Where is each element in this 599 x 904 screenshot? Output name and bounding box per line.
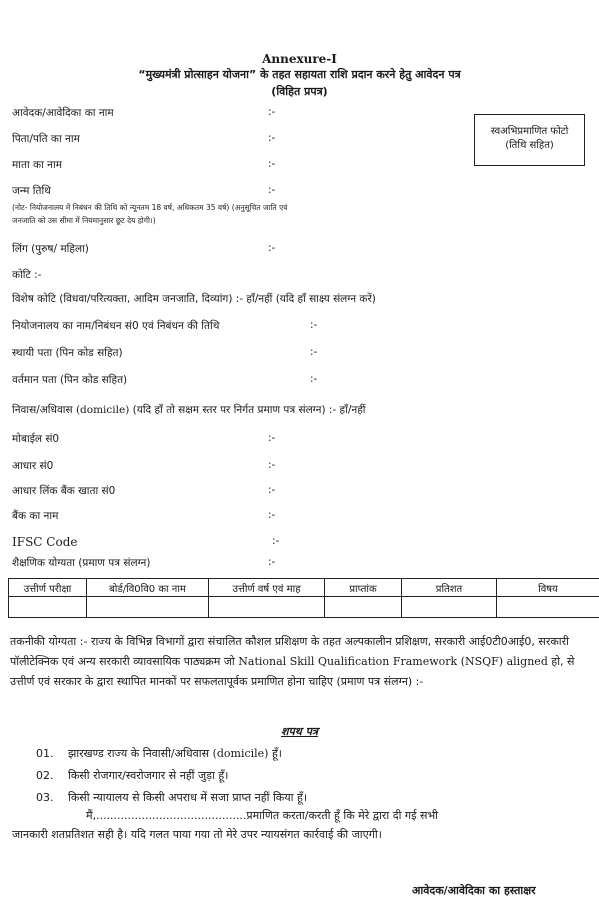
cell-exam[interactable] (9, 597, 87, 618)
employment-office-label: नियोजनालय का नाम/निबंधन सं0 एवं निबंधन की तिथि (12, 320, 220, 332)
technical-text-c: हो, से उत्तीर्ण एवं सरकार के द्वारा स्थापित मानकों पर सफलतापूर्वक प्रमाणित होना चाहिए (प्रमाण पत्र संलग्न) :- (10, 655, 575, 688)
affidavit-item-3-number: 03. (36, 791, 54, 804)
affidavit-item-1-number: 01. (36, 747, 54, 760)
mother-name-label: माता का नाम (12, 159, 62, 171)
header-percentage: प्रतिशत (402, 579, 497, 597)
gender-label: लिंग (पुरुष/ महिला) (12, 243, 89, 255)
cell-percentage[interactable] (402, 597, 497, 618)
applicant-signature-label: आवेदक/आवेदिका का हस्ताक्षर (412, 884, 536, 897)
declaration-line1: मैं,...........................................प्रमाणित करता/करती हूँ कि मेरे द्वारा दी गई सभी (86, 809, 439, 822)
qualification-header-row (9, 579, 599, 597)
photo-box[interactable] (474, 114, 585, 166)
ifsc-colon: :- (272, 535, 280, 547)
domicile-label-b: (domicile) (75, 404, 130, 416)
mobile-colon: :- (268, 432, 276, 444)
header-subject: विषय (497, 579, 599, 597)
applicant-name-label: आवेदक/आवेदिका का नाम (12, 107, 114, 119)
technical-text-nsqf: National Skill Qualification Framework (NSQF) aligned (238, 655, 548, 668)
form-subtitle: “मुख्यमंत्री प्रोत्साहन योजना” के तहत सहायता राशि प्रदान करने हेतु आवेदन पत्र (138, 68, 461, 81)
mother-name-colon: :- (268, 158, 276, 170)
bank-account-label: आधार लिंक बैंक खाता सं0 (12, 485, 116, 497)
education-label: शैक्षणिक योग्यता (प्रमाण पत्र संलग्न) (12, 557, 151, 569)
ifsc-label: IFSC Code (12, 535, 78, 549)
affidavit-item-1-text-a: झारखण्ड राज्य के निवासी/अधिवास (68, 747, 213, 760)
cell-subject[interactable] (497, 597, 599, 618)
education-colon: :- (268, 556, 276, 568)
domicile-label-a: निवास/अधिवास (12, 404, 76, 416)
permanent-address-label: स्थायी पता (पिन कोड सहित) (12, 347, 123, 359)
affidavit-title: शपथ पत्र (281, 725, 318, 738)
dob-colon: :- (268, 184, 276, 196)
cell-board[interactable] (87, 597, 209, 618)
affidavit-item-3-text: किसी न्यायालय से किसी अपराध में सजा प्राप्त नहीं किया हूँ। (68, 791, 307, 804)
mobile-label: मोबाईल सं0 (12, 433, 60, 445)
header-year-month: उत्तीर्ण वर्ष एवं माह (209, 579, 325, 597)
affidavit-item-1-text-b: (domicile) (212, 747, 269, 760)
annexure-title: Annexure-I (262, 52, 337, 66)
dob-label: जन्म तिथि (12, 185, 51, 197)
dob-note-line1: (नोट- नियोजनालय में निबंधन की तिथि को न्यूनतम 18 वर्ष, अधिकतम 35 वर्ष) (अनुसूचित जाति एवं (12, 203, 288, 212)
photo-box-date-label: (तिथि सहित) (505, 140, 554, 151)
affidavit-item-2-text: किसी रोजगार/स्वरोजगार से नहीं जुड़ा हूँ। (68, 769, 229, 782)
form-format-label: (विहित प्रपत्र) (271, 85, 328, 98)
declaration-line2: जानकारी शतप्रतिशत सही है। यदि गलत पाया गया तो मेरे उपर न्यायसंगत कार्रवाई की जाएगी। (12, 828, 382, 841)
father-husband-colon: :- (268, 132, 276, 144)
qualification-table (8, 578, 599, 618)
affidavit-item-1-text-c: हूँ। (268, 747, 282, 760)
current-address-label: वर्तमान पता (पिन कोड सहित) (12, 374, 128, 386)
technical-qualification-text (10, 632, 590, 692)
affidavit-item-2 (36, 768, 228, 783)
bank-account-colon: :- (268, 484, 276, 496)
father-husband-label: पिता/पति का नाम (12, 133, 80, 145)
dob-note-line2: जनजाति को उस सीमा में नियमानुसार छूट देय होगी।) (12, 216, 156, 225)
domicile-label-c: (यदि हाँ तो सक्षम स्तर पर निर्गत प्रमाण पत्र संलग्न) :- हाँ/नहीं (129, 404, 366, 416)
current-address-colon: :- (310, 373, 318, 385)
special-category-label: विशेष कोटि (विधवा/परित्यक्ता, आदिम जनजाति, दिव्यांग) :- हाँ/नहीं (यदि हाँ साक्ष्य संलग्न करें) (12, 293, 376, 305)
category-label: कोटि :- (12, 269, 42, 281)
qualification-entry-row[interactable] (9, 597, 599, 618)
employment-office-colon: :- (310, 319, 318, 331)
aadhaar-label: आधार सं0 (12, 460, 54, 472)
header-marks: प्राप्तांक (325, 579, 402, 597)
gender-colon: :- (268, 242, 276, 254)
applicant-name-colon: :- (268, 106, 276, 118)
cell-marks[interactable] (325, 597, 402, 618)
domicile-label (12, 403, 366, 417)
affidavit-item-2-number: 02. (36, 769, 54, 782)
technical-text-a: तकनीकी योग्यता :- राज्य के विभिन्न विभागों द्वारा संचालित कौशल प्रशिक्षण के तहत अल्पकालीन प्रशिक्षण, सरकारी आई0टी0आई0, सरकारी पॉलीटेक्निक एवं अन्य सरकारी व्यावसायिक पाठ्यक्रम जो (10, 635, 569, 668)
aadhaar-colon: :- (268, 459, 276, 471)
bank-name-label: बैंक का नाम (12, 510, 59, 522)
affidavit-item-1 (36, 746, 282, 761)
header-exam: उत्तीर्ण परीक्षा (9, 579, 87, 597)
photo-box-label: स्वअभिप्रमाणित फोटो (490, 126, 569, 137)
cell-year-month[interactable] (209, 597, 325, 618)
bank-name-colon: :- (268, 509, 276, 521)
affidavit-item-3 (36, 790, 307, 805)
permanent-address-colon: :- (310, 346, 318, 358)
header-board: बोर्ड/वि0वि0 का नाम (87, 579, 209, 597)
